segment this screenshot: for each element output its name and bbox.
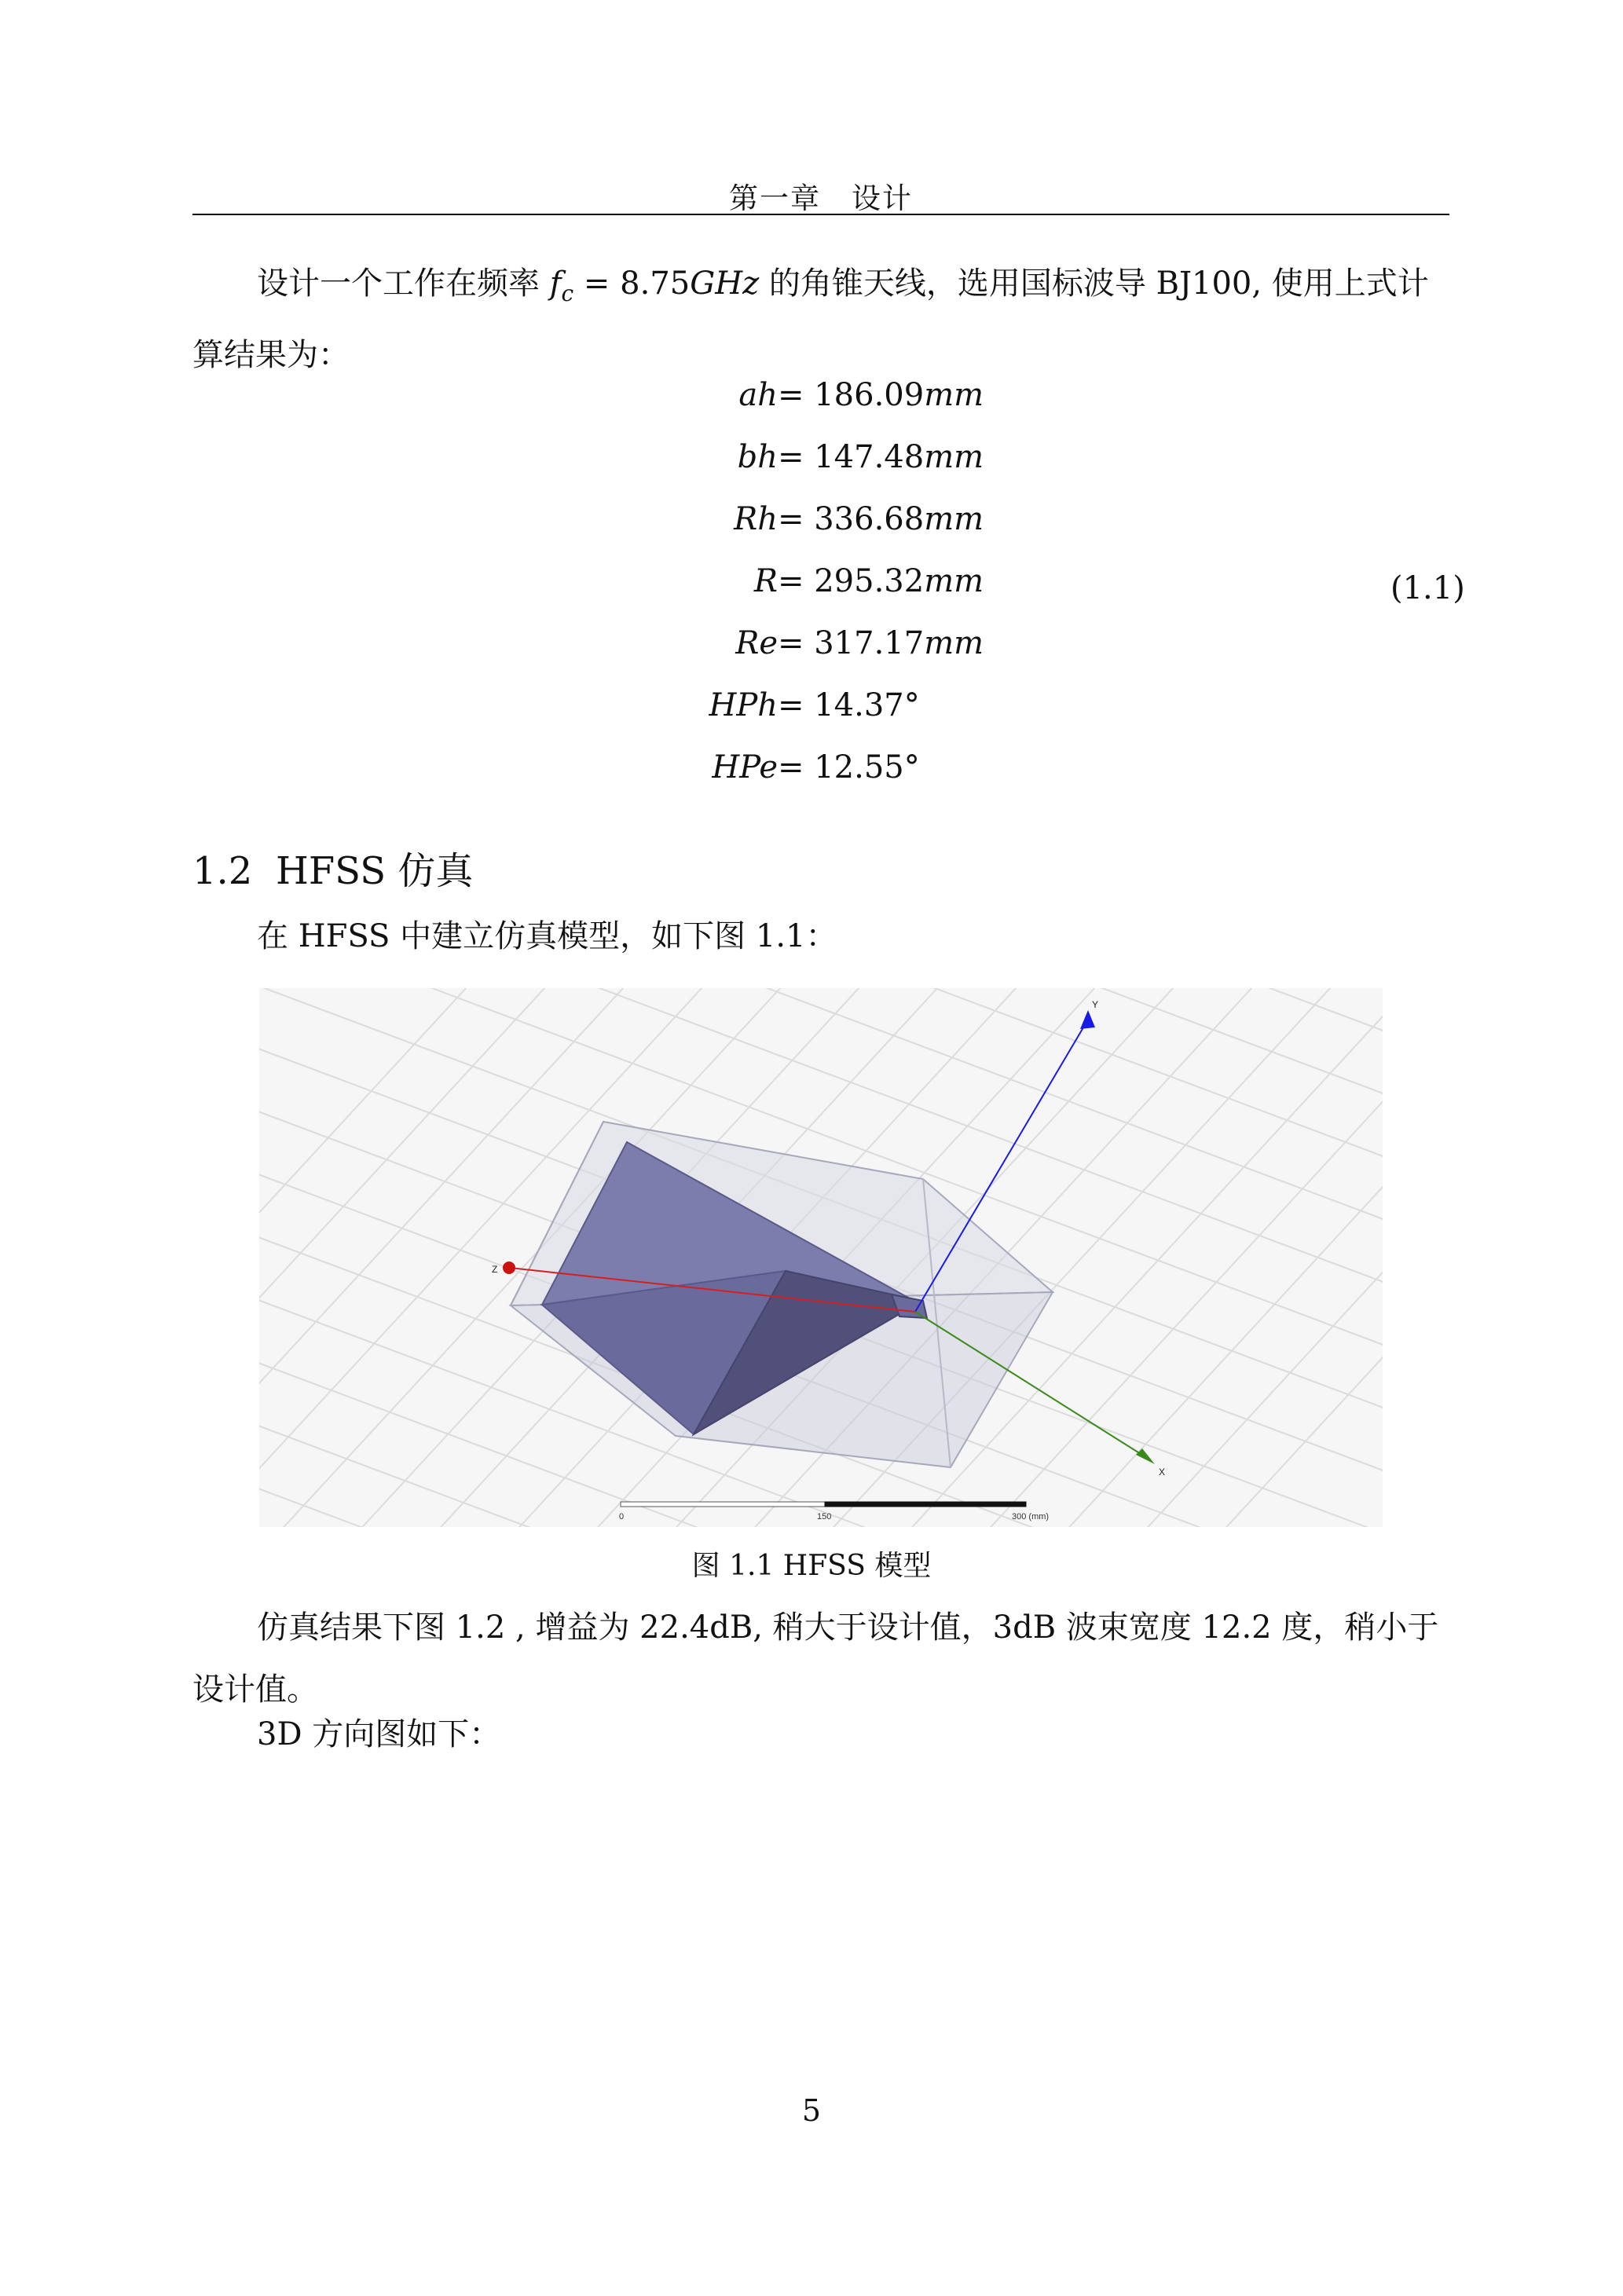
equation-rhs: = 186.09mm xyxy=(778,377,984,413)
equation-value: 336.68 xyxy=(814,501,925,537)
equation-unit: mm xyxy=(924,501,984,537)
equation-value: 14.37° xyxy=(814,687,920,723)
equation-value: 295.32 xyxy=(814,563,925,599)
scale-bar-segment-dark xyxy=(825,1502,1026,1507)
equation-line xyxy=(0,501,1623,563)
intro-text-before: 设计一个工作在频率 xyxy=(257,265,540,302)
equation-lhs: bh xyxy=(737,439,778,475)
equation-line xyxy=(0,749,1623,811)
equation-lhs: HPe xyxy=(712,749,778,785)
equation-line xyxy=(0,563,1623,625)
equation-rhs: = 147.48mm xyxy=(778,439,984,475)
equation-rhs: = 336.68mm xyxy=(778,501,984,537)
pattern-paragraph: 3D 方向图如下： xyxy=(257,1716,501,1752)
hfss-model-drawing xyxy=(259,988,1383,1527)
equation-unit: mm xyxy=(924,377,984,413)
model-paragraph: 在 HFSS 中建立仿真模型，如下图 1.1： xyxy=(257,918,837,954)
hfss-model-figure xyxy=(259,988,1383,1527)
header-rule xyxy=(192,214,1449,215)
intro-paragraph xyxy=(192,253,1449,386)
frequency-value: = 8.75 xyxy=(573,265,691,302)
equation-value: 317.17 xyxy=(814,625,925,661)
section-title: HFSS 仿真 xyxy=(276,849,474,893)
page-number: 5 xyxy=(801,2093,822,2128)
equation-line xyxy=(0,439,1623,501)
equation-rhs: = 12.55° xyxy=(778,749,920,785)
equation-lhs: R xyxy=(753,563,778,599)
z-axis-arrow-icon xyxy=(503,1262,515,1274)
equation-lhs: ah xyxy=(738,377,778,413)
scale-label-0: 0 xyxy=(619,1512,625,1522)
scale-label-150: 150 xyxy=(817,1512,832,1522)
section-number: 1.2 xyxy=(192,849,253,893)
figure-caption: 图 1.1 HFSS 模型 xyxy=(691,1550,932,1582)
equation-unit: mm xyxy=(924,625,984,661)
equation-lhs: HPh xyxy=(709,687,778,723)
equation-lhs: Rh xyxy=(734,501,778,537)
scale-label-300: 300 (mm) xyxy=(1012,1512,1050,1522)
equation-value: 12.55° xyxy=(814,749,920,785)
x-axis-label: X xyxy=(1159,1467,1166,1478)
scale-bar-segment-light xyxy=(621,1502,825,1507)
frequency-unit: GHz xyxy=(690,265,760,302)
section-heading xyxy=(192,840,473,895)
equation-value: 186.09 xyxy=(814,377,925,413)
frequency-symbol xyxy=(549,265,574,306)
equation-number: (1.1) xyxy=(1390,570,1465,606)
equation-lhs: Re xyxy=(735,625,778,661)
z-axis-label: Z xyxy=(492,1264,498,1275)
equation-rhs: = 295.32mm xyxy=(778,563,984,599)
equation-block xyxy=(0,377,1623,801)
equation-line xyxy=(0,377,1623,439)
y-axis-label: Y xyxy=(1092,999,1099,1010)
equation-line xyxy=(0,687,1623,749)
equation-rhs: = 317.17mm xyxy=(778,625,984,661)
equation-value: 147.48 xyxy=(814,439,925,475)
frequency-var: f xyxy=(549,265,562,302)
intro-text-after: 的角锥天线，选用国标波导 BJ100, 使用上式计算结果为： xyxy=(192,265,1429,373)
frequency-subscript: c xyxy=(561,280,574,306)
equation-unit: mm xyxy=(924,563,984,599)
equation-unit: mm xyxy=(924,439,984,475)
result-paragraph: 仿真结果下图 1.2 , 增益为 22.4dB, 稍大于设计值，3dB 波束宽度 12.2 度，稍小于设计值。 xyxy=(192,1609,1439,1708)
running-header: 第一章 设计 xyxy=(729,181,913,215)
equation-line xyxy=(0,625,1623,687)
equation-rhs: = 14.37° xyxy=(778,687,920,723)
